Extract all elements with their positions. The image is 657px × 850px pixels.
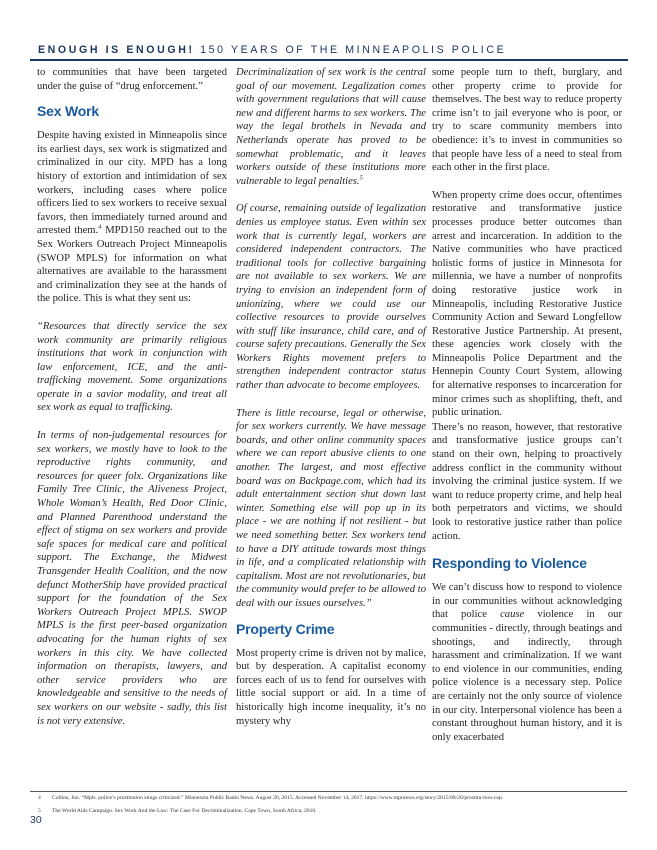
section-heading-property-crime: Property Crime — [236, 620, 335, 637]
footnote-number: 5 — [38, 808, 41, 814]
header-title-bold: ENOUGH IS ENOUGH! — [38, 44, 195, 56]
paragraph: Despite having existed in Minneapolis since its earliest days, sex work is stigmatized and criminalized in our city. MPD has a long history of extortion and intimidation of sex workers, including cases where police officers lied to sex workers to receive sexual favors, then immediately turned around and arrested them.$^4$ MPD150 reached out to the Sex Workers Outreach Project Minneapolis (SWOP MPLS) for information on what alternatives are available to the harassment and criminalization they see at the hands of the police. This is what they sent us: — [37, 130, 227, 305]
quote-paragraph: Of course, remaining outside of legalization denies us employee status. Even within sex work that is currently legal, workers are considered independent contractors. The traditional tools for collective bargaining are not available to sex workers. We are trying to envision an independent form of unionizing, where we could use our collective resources to provide ourselves with stuff like insurance, child care, and of course safety precautions. Generally the Sex Workers Rights movement prefers to strengthen independent contractor status rather than advocate to become employees. — [236, 203, 426, 392]
footnote-rule — [30, 791, 627, 792]
quote-paragraph: There is little recourse, legal or otherwise, for sex workers currently. We have message boards, and other online community spaces where we can report abusive clients to one another. The largest, and most effective board was on Backpage.com, which had its adult entertainment section shut down last winter. Something else will pop up in its place - we are nothing if not resilient - but we need something better. Sex workers tend to have a DIY attitude towards most things in life, and a complicated relationship with capitalism. Most are not revolutionaries, but the community would prefer to be allowed to deal with our issues ourselves.” — [236, 407, 426, 609]
column-3 — [432, 66, 622, 744]
paragraph: When property crime does occur, oftentimes restorative and transformative justice processes produce better outcomes than arrest and incarceration. In addition to the Native communities who have practiced holistic forms of justice in Minnesota for millennia, we have a number of nonprofits doing restorative justice work in Minneapolis, including Restorative Justice Community Action and Seward Longfellow Restorative Justice Partnership. At present, these agencies work closely with the Minneapolis Police Department and the Hennepin County Court System, allowing for alternative responses to incarceration for minor crimes such as shoplifting, theft, and public urination. — [432, 189, 622, 419]
emphasis-cause: cause — [500, 609, 525, 621]
footnote-text: The World Aids Campaign. Sex Work And the Law: The Case For Decriminalization. Cape Town, South Africa, 2010. — [52, 808, 317, 814]
paragraph: There’s no reason, however, that restorative and transformative justice groups can’t stand on their own, helping to proactively address conflict in the community without involving the criminal justice system. If we want to reduce property crime, and help heal both perpetrators and victims, we should look to restorative justice rather than police action. — [432, 421, 622, 542]
header-title-rest: 150 YEARS OF THE MINNEAPOLIS POLICE — [200, 44, 507, 56]
quote-paragraph: “Resources that directly service the sex work community are primarily religious institutions that work in conjunction with law enforcement, ICE, and the anti-trafficking movement. Some organizations operate in a savior modality, and treat all sex work as equal to trafficking. — [37, 320, 227, 414]
column-1 — [37, 66, 227, 728]
footnote-ref-5[interactable]: 5 — [359, 174, 363, 182]
header-rule — [30, 59, 628, 61]
column-2 — [236, 66, 426, 728]
section-heading-responding-to-violence: Responding to Violence — [432, 555, 587, 572]
paragraph: some people turn to theft, burglary, and other property crime to provide for themselves. The best way to reduce property crime isn’t to jail everyone who is poor, or try to scare community members into obedience: it’s to invest in communities so that people have less of a need to steal from each other in the first place. — [432, 67, 622, 174]
footnote-4 — [38, 795, 626, 802]
quote-paragraph: In terms of non-judgemental resources for sex workers, we mostly have to look to the reproductive rights community, and resources for queer folx. Organizations like Family Tree Clinic, the Aliveness Project, Whole Woman’s Health, Red Door Clinic, and Planned Parenthood understand the effect of stigma on sex workers and provide safe spaces for medical care and political support. The Exchange, the Midwest Transgender Health Coalition, and the now defunct MotherShip have provided practical support for the foundation of the Sex Workers Outreach Project MPLS. SWOP MPLS is the first peer-based organization advocating for the human rights of sex workers in this city. We have collected information on therapists, lawyers, and other service providers who are knowledgeable and sensitive to the needs of sex workers on our website - sadly, this list is not very extensive. — [37, 430, 227, 727]
paragraph: Most property crime is driven not by malice, but by desperation. A capitalist economy forces each of us to fend for ourselves with little social support or aid. In a time of historically high income inequality, it’s no mystery why — [236, 647, 426, 727]
footnote-5 — [38, 808, 626, 815]
page-number: 30 — [30, 814, 42, 826]
header-title — [38, 44, 506, 56]
paragraph: We can’t discuss how to respond to violence in our communities without acknowledging that police cause violence in our communities - directly, through beatings and shootings, and indirectly, through harassment and criminalization. If we want to end violence in our communities, ending police violence is a necessary step. Police are certainly not the only source of violence in our city. Interpersonal violence has been a constant throughout human history, and it is only exacerbated — [432, 582, 622, 743]
paragraph: to communities that have been targeted under the guise of “drug enforcement.” — [37, 67, 227, 92]
footnote-ref-4[interactable]: 4 — [98, 223, 102, 231]
footnote-text[interactable]: Collins, Jon. “Mpls. police’s prostitution stings criticized.” Minnesota Public Radio News. August 20, 2015. Accessed November 14, 2017. https://www.mprnews.org/story/2015/08/20/prostitu-tion-cop. — [52, 795, 504, 801]
footnote-number: 4 — [38, 795, 41, 801]
section-heading-sex-work: Sex Work — [37, 103, 99, 120]
quote-paragraph: Decriminalization of sex work is the central goal of our movement. Legalization comes with government regulations that will cause new and different harms to sex workers. The way the legal brothels in Nevada and Netherlands operate has proved to be somewhat problematic, and it leaves workers outside of these institutions more vulnerable to legal penalties.$^5$ — [236, 67, 426, 187]
running-header — [0, 0, 657, 60]
